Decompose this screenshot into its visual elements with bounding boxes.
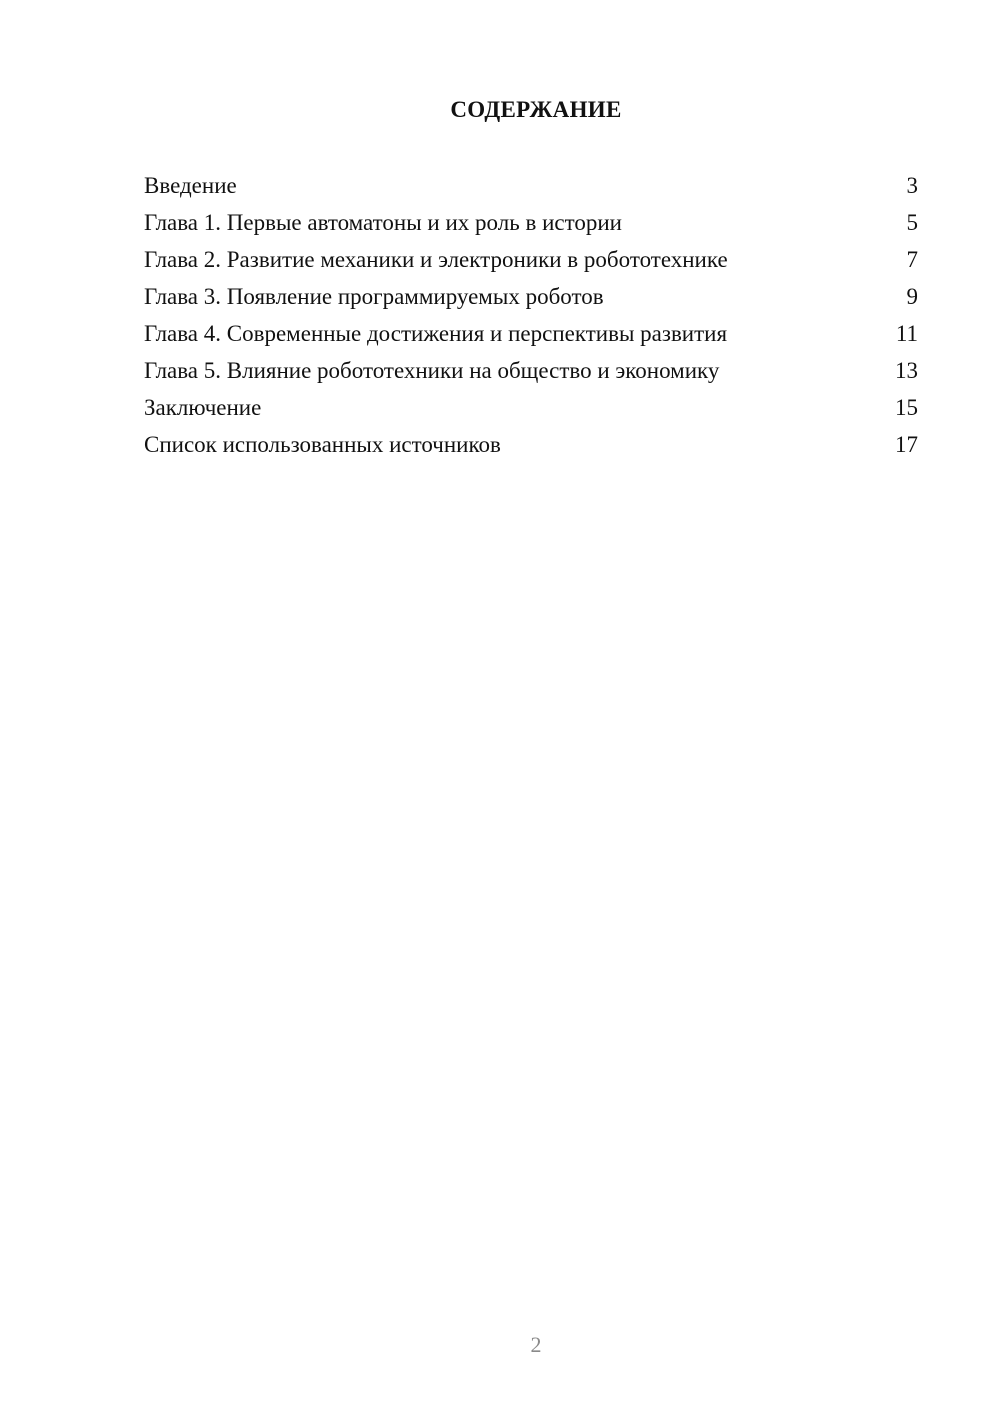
toc-entry (144, 426, 918, 463)
toc-entry-page: 5 (906, 210, 918, 235)
toc-entry-page: 13 (895, 358, 918, 383)
toc-entry (144, 389, 918, 426)
toc-entry-title: Глава 2. Развитие механики и электроники в робототехнике (144, 247, 728, 272)
toc-entry-title: Список использованных источников (144, 432, 501, 457)
toc-entry-page: 11 (895, 321, 918, 346)
toc-entry-page: 17 (895, 432, 918, 457)
table-of-contents-title: СОДЕРЖАНИЕ (450, 97, 622, 122)
toc-entry-title: Глава 3. Появление программируемых роботов (144, 284, 604, 309)
toc-entry (144, 315, 918, 352)
toc-entry (144, 278, 918, 315)
toc-entry-title: Заключение (144, 395, 262, 420)
toc-entry (144, 204, 918, 241)
toc-entry-page: 3 (906, 173, 918, 198)
toc-entry-title: Глава 1. Первые автоматоны и их роль в истории (144, 210, 622, 235)
page-number: 2 (530, 1332, 542, 1357)
toc-entry-page: 15 (895, 395, 918, 420)
toc-entry-title: Введение (144, 173, 237, 198)
toc-entry-title: Глава 4. Современные достижения и перспективы развития (144, 321, 728, 346)
toc-entry-page: 9 (906, 284, 918, 309)
toc-entry (144, 241, 918, 278)
table-of-contents-list (144, 167, 918, 463)
toc-entry-title: Глава 5. Влияние робототехники на общество и экономику (144, 358, 720, 383)
toc-entry-page: 7 (906, 247, 918, 272)
toc-entry (144, 352, 918, 389)
toc-entry (144, 167, 918, 204)
